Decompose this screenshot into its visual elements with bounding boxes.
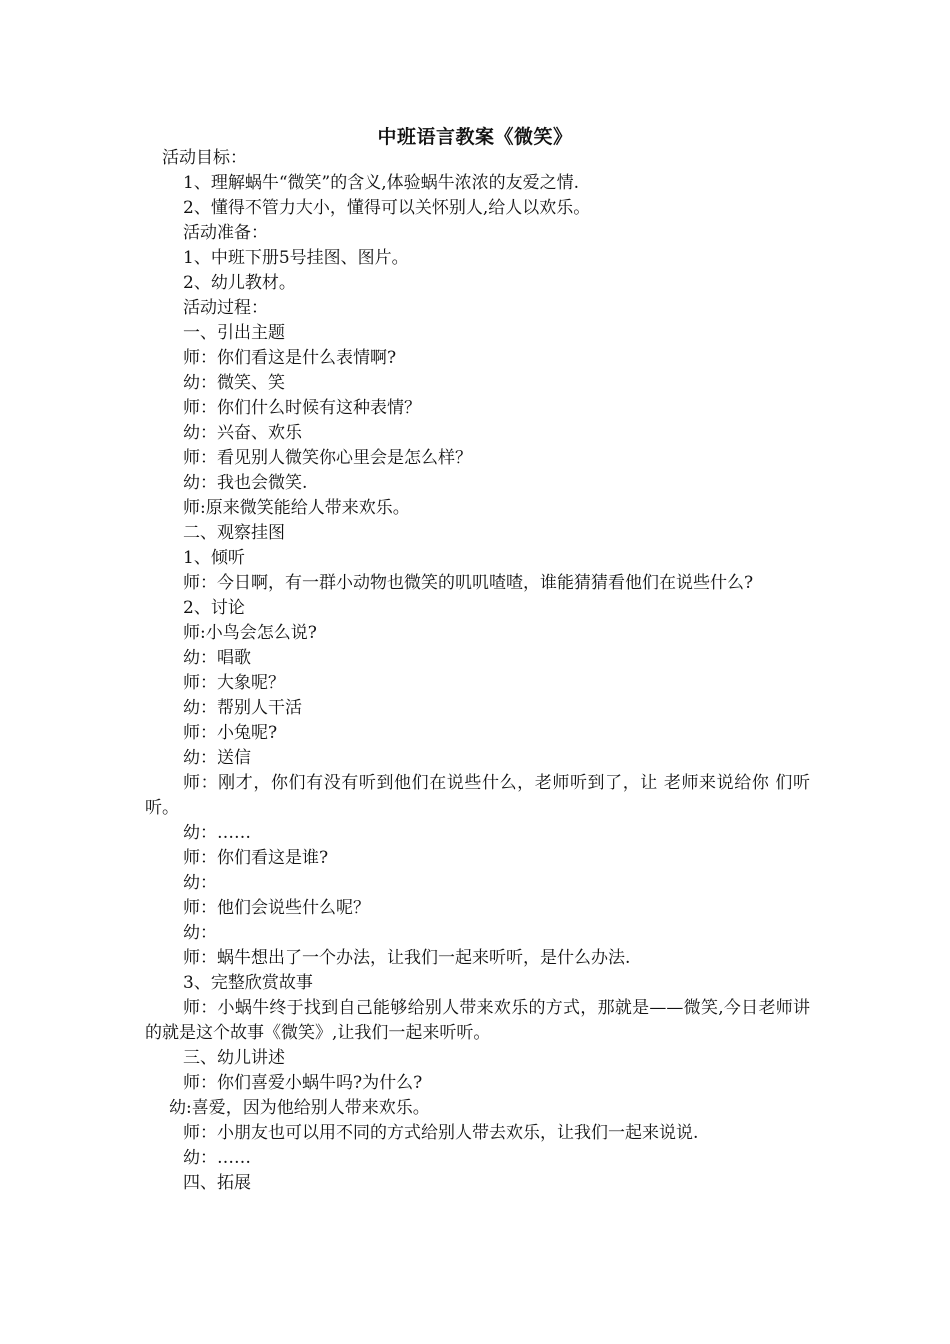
document-body (145, 146, 810, 1196)
text-line: 3、完整欣赏故事 (183, 973, 313, 993)
text-line: 幼：…… (183, 1148, 251, 1168)
text-line: 师：他们会说些什么呢？ (183, 898, 370, 918)
text-line: 1、中班下册5号挂图、图片。 (183, 248, 409, 268)
text-line: 师：你们什么时候有这种表情？ (183, 398, 421, 418)
text-line: 三、幼儿讲述 (183, 1048, 285, 1068)
text-line: 师：你们看这是谁? (183, 848, 329, 868)
text-line: 师：蜗牛想出了一个办法，让我们一起来听听，是什么办法. (183, 948, 631, 968)
text-line: 幼：送信 (183, 748, 251, 768)
section-heading-goals: 活动目标： (162, 148, 247, 168)
section-heading-preparation: 活动准备： (183, 223, 268, 243)
text-line: 四、拓展 (183, 1173, 251, 1193)
text-line: 一、引出主题 (183, 323, 285, 343)
text-line: 幼： (183, 923, 217, 943)
section-heading-process: 活动过程： (183, 298, 268, 318)
text-line: 2、懂得不管力大小，懂得可以关怀别人,给人以欢乐。 (183, 198, 591, 218)
text-paragraph: 师：今日啊，有一群小动物也微笑的叽叽喳喳，谁能猜猜看他们在说些什么? (183, 573, 754, 593)
text-line: 师：小朋友也可以用不同的方式给别人带去欢乐，让我们一起来说说. (183, 1123, 699, 1143)
text-line: 师:原来微笑能给人带来欢乐。 (183, 498, 410, 518)
text-line: 幼： (183, 873, 217, 893)
text-line: 幼：…… (183, 823, 251, 843)
text-line: 2、讨论 (183, 598, 245, 618)
text-line: 1、理解蜗牛“微笑”的含义,体验蜗牛浓浓的友爱之情. (183, 173, 580, 193)
text-line: 1、倾听 (183, 548, 245, 568)
text-line: 幼:喜爱，因为他给别人带来欢乐。 (169, 1098, 430, 1118)
text-line: 幼：微笑、笑 (183, 373, 285, 393)
text-line: 幼：我也会微笑. (183, 473, 308, 493)
text-line: 二、观察挂图 (183, 523, 285, 543)
text-paragraph: 师：小蜗牛终于找到自己能够给别人带来欢乐的方式，那就是——微笑,今日老师讲的就是这个故事《微笑》,让我们一起来听听。 (145, 998, 810, 1043)
text-line: 幼：帮别人干活 (183, 698, 302, 718)
text-line: 师：你们喜爱小蜗牛吗?为什么? (183, 1073, 423, 1093)
text-line: 师:小鸟会怎么说? (183, 623, 317, 643)
text-line: 师：小兔呢? (183, 723, 278, 743)
text-line: 幼：唱歌 (183, 648, 251, 668)
text-line: 幼：兴奋、欢乐 (183, 423, 302, 443)
text-line: 师：看见别人微笑你心里会是怎么样？ (183, 448, 472, 468)
text-line: 师：大象呢？ (183, 673, 285, 693)
text-paragraph: 师：刚才，你们有没有听到他们在说些什么，老师听到了，让 老师来说给你 们听听。 (145, 773, 810, 818)
page-title: 中班语言教案《微笑》 (377, 126, 573, 148)
text-line: 2、幼儿教材。 (183, 273, 296, 293)
text-line: 师：你们看这是什么表情啊? (183, 348, 397, 368)
